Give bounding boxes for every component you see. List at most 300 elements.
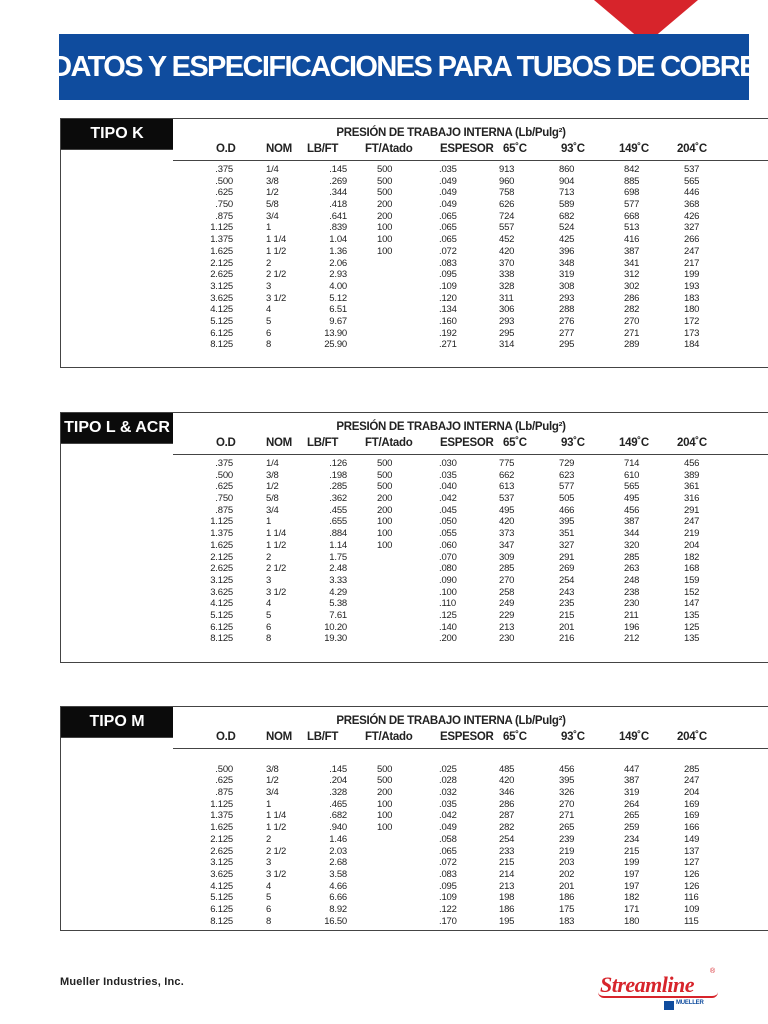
cell-od: 1.375 — [210, 528, 233, 540]
cell-temp-149: 196 — [624, 621, 640, 633]
cell-ft-atado: 100 — [377, 798, 393, 810]
cell-od: 1.125 — [210, 798, 233, 810]
cell-lb-ft: 10.20 — [324, 621, 347, 633]
cell-temp-204: 426 — [684, 210, 700, 222]
table-body — [61, 752, 768, 927]
cell-nom: 3/8 — [266, 469, 279, 481]
cell-od: 4.125 — [210, 304, 233, 316]
cell-espesor: .049 — [439, 175, 457, 187]
cell-temp-65: 373 — [499, 528, 515, 540]
cell-nom: 2 — [266, 551, 272, 563]
cell-temp-65: 420 — [499, 516, 515, 528]
cell-lb-ft: 3.33 — [329, 574, 347, 586]
column-header-row — [61, 731, 768, 747]
cell-nom: 2 1/2 — [266, 269, 287, 281]
cell-temp-204: 193 — [684, 280, 700, 292]
cell-temp-204: 291 — [684, 504, 700, 516]
cell-temp-149: 182 — [624, 892, 640, 904]
cell-temp-149: 199 — [624, 857, 640, 869]
cell-ft-atado: 100 — [377, 245, 393, 257]
cell-espesor: .110 — [439, 598, 456, 610]
cell-espesor: .109 — [439, 280, 457, 292]
cell-temp-65: 913 — [499, 164, 515, 175]
cell-temp-204: 389 — [684, 469, 700, 481]
cell-temp-93: 202 — [559, 868, 575, 880]
cell-temp-65: 311 — [499, 292, 514, 304]
cell-lb-ft: .328 — [329, 787, 347, 799]
column-header-temp-65: 65˚C — [503, 143, 527, 155]
cell-ft-atado: 500 — [377, 175, 393, 187]
table-row — [61, 752, 768, 764]
table-row — [61, 587, 768, 599]
cell-temp-149: 180 — [624, 915, 640, 927]
cell-temp-149: 387 — [624, 516, 640, 528]
column-header-lb-ft: LB/FT — [307, 143, 339, 155]
cell-temp-204: 137 — [684, 845, 700, 857]
cell-od: .625 — [215, 481, 233, 493]
cell-temp-149: 885 — [624, 175, 640, 187]
cell-temp-93: 425 — [559, 234, 575, 246]
cell-espesor: .055 — [439, 528, 457, 540]
cell-ft-atado: 100 — [377, 810, 393, 822]
cell-temp-204: 147 — [684, 598, 700, 610]
column-header-od: O.D — [216, 731, 236, 743]
cell-nom: 1/2 — [266, 481, 279, 493]
pressure-title: PRESIÓN DE TRABAJO INTERNA (Lb/Pulg²) — [336, 127, 566, 139]
cell-temp-93: 271 — [559, 810, 575, 822]
cell-temp-204: 456 — [684, 458, 700, 469]
column-header-row — [61, 143, 768, 159]
table-row — [61, 293, 768, 305]
cell-od: 3.125 — [210, 280, 233, 292]
cell-temp-65: 662 — [499, 469, 515, 481]
cell-nom: 3/4 — [266, 787, 279, 799]
table-body — [61, 458, 768, 645]
cell-lb-ft: 2.03 — [329, 845, 347, 857]
cell-temp-204: 115 — [684, 915, 699, 927]
column-header-ft-atado: FT/Atado — [365, 437, 413, 449]
cell-temp-149: 263 — [624, 563, 640, 575]
cell-nom: 1/4 — [266, 164, 279, 175]
cell-temp-93: 456 — [559, 763, 575, 775]
cell-nom: 1 1/2 — [266, 539, 287, 551]
column-header-lb-ft: LB/FT — [307, 437, 339, 449]
cell-nom: 4 — [266, 880, 272, 892]
cell-temp-149: 320 — [624, 539, 640, 551]
cell-od: 2.125 — [210, 833, 233, 845]
cell-od: .875 — [215, 787, 233, 799]
cell-temp-149: 215 — [624, 845, 640, 857]
cell-lb-ft: 1.36 — [329, 245, 347, 257]
cell-nom: 3/8 — [266, 175, 279, 187]
cell-od: 2.125 — [210, 257, 233, 269]
cell-temp-204: 109 — [684, 903, 700, 915]
cell-od: 6.125 — [210, 903, 233, 915]
cell-espesor: .170 — [439, 915, 457, 927]
cell-temp-93: 308 — [559, 280, 575, 292]
cell-lb-ft: .418 — [329, 199, 347, 211]
cell-temp-93: 396 — [559, 245, 575, 257]
cell-nom: 1/2 — [266, 775, 279, 787]
column-header-temp-93: 93˚C — [561, 143, 585, 155]
cell-espesor: .095 — [439, 269, 457, 281]
cell-espesor: .032 — [439, 787, 457, 799]
cell-temp-65: 286 — [499, 798, 515, 810]
cell-nom: 5/8 — [266, 493, 279, 505]
cell-espesor: .140 — [439, 621, 457, 633]
cell-temp-65: 309 — [499, 551, 515, 563]
cell-temp-65: 347 — [499, 539, 515, 551]
header-divider — [173, 454, 768, 455]
table-row — [61, 892, 768, 904]
cell-temp-204: 204 — [684, 787, 700, 799]
cell-espesor: .134 — [439, 304, 457, 316]
cell-espesor: .065 — [439, 210, 457, 222]
cell-temp-65: 293 — [499, 315, 515, 327]
table-row — [61, 234, 768, 246]
cell-lb-ft: .145 — [329, 164, 347, 175]
table-row — [61, 610, 768, 622]
cell-temp-65: 338 — [499, 269, 515, 281]
cell-espesor: .080 — [439, 563, 457, 575]
cell-lb-ft: 1.04 — [329, 234, 347, 246]
cell-espesor: .095 — [439, 880, 457, 892]
cell-nom: 3/4 — [266, 504, 279, 516]
cell-espesor: .122 — [439, 903, 457, 915]
cell-temp-65: 775 — [499, 458, 515, 469]
cell-espesor: .090 — [439, 574, 457, 586]
cell-temp-149: 264 — [624, 798, 640, 810]
cell-ft-atado: 500 — [377, 458, 393, 469]
table-row — [61, 563, 768, 575]
cell-temp-204: 135 — [684, 633, 700, 645]
cell-od: .500 — [215, 763, 233, 775]
cell-nom: 3 — [266, 280, 272, 292]
cell-temp-149: 447 — [624, 763, 640, 775]
column-header-espesor: ESPESOR — [440, 731, 494, 743]
cell-temp-93: 235 — [559, 598, 575, 610]
cell-temp-93: 589 — [559, 199, 575, 211]
cell-lb-ft: .362 — [329, 493, 347, 505]
cell-lb-ft: 6.66 — [329, 892, 347, 904]
cell-temp-65: 213 — [499, 880, 515, 892]
cell-temp-65: 287 — [499, 810, 515, 822]
cell-espesor: .083 — [439, 868, 457, 880]
table-row — [61, 916, 768, 928]
cell-ft-atado: 100 — [377, 528, 393, 540]
cell-lb-ft: .455 — [329, 504, 347, 516]
cell-temp-204: 184 — [684, 339, 700, 351]
table-row — [61, 258, 768, 270]
section-tipo-k — [60, 118, 768, 368]
cell-nom: 8 — [266, 339, 272, 351]
logo-swoosh-icon — [598, 992, 718, 998]
cell-temp-93: 288 — [559, 304, 575, 316]
cell-temp-149: 212 — [624, 633, 640, 645]
cell-espesor: .060 — [439, 539, 457, 551]
cell-temp-65: 452 — [499, 234, 515, 246]
section-label: TIPO L & ACR — [61, 413, 173, 443]
cell-temp-93: 265 — [559, 822, 575, 834]
cell-temp-93: 216 — [559, 633, 575, 645]
cell-nom: 5/8 — [266, 199, 279, 211]
cell-temp-93: 577 — [559, 481, 575, 493]
cell-od: .750 — [215, 199, 233, 211]
cell-espesor: .065 — [439, 222, 457, 234]
cell-temp-204: 316 — [684, 493, 700, 505]
cell-nom: 5 — [266, 609, 272, 621]
cell-od: 2.625 — [210, 269, 233, 281]
cell-temp-93: 326 — [559, 787, 575, 799]
cell-temp-93: 201 — [559, 880, 575, 892]
column-header-temp-65: 65˚C — [503, 437, 527, 449]
cell-od: 8.125 — [210, 915, 233, 927]
cell-lb-ft: 25.90 — [324, 339, 347, 351]
header-divider — [173, 160, 768, 161]
cell-od: 1.125 — [210, 222, 233, 234]
cell-nom: 1/4 — [266, 458, 279, 469]
cell-od: 8.125 — [210, 633, 233, 645]
column-header-od: O.D — [216, 437, 236, 449]
cell-temp-149: 456 — [624, 504, 640, 516]
cell-ft-atado: 200 — [377, 787, 393, 799]
cell-temp-65: 306 — [499, 304, 515, 316]
column-header-row — [61, 437, 768, 453]
cell-lb-ft: 3.58 — [329, 868, 347, 880]
cell-nom: 8 — [266, 633, 272, 645]
cell-od: 3.125 — [210, 574, 233, 586]
cell-temp-149: 302 — [624, 280, 640, 292]
cell-lb-ft: 13.90 — [324, 327, 347, 339]
table-row — [61, 211, 768, 223]
cell-temp-204: 247 — [684, 775, 700, 787]
cell-temp-149: 577 — [624, 199, 640, 211]
cell-temp-65: 626 — [499, 199, 515, 211]
cell-temp-93: 291 — [559, 551, 575, 563]
cell-temp-149: 495 — [624, 493, 640, 505]
cell-lb-ft: .884 — [329, 528, 347, 540]
logo-sub: MUELLER — [676, 1000, 704, 1006]
cell-ft-atado: 500 — [377, 469, 393, 481]
cell-temp-65: 229 — [499, 609, 515, 621]
section-label: TIPO M — [61, 707, 173, 737]
cell-temp-204: 285 — [684, 763, 700, 775]
cell-lb-ft: .285 — [329, 481, 347, 493]
cell-lb-ft: .198 — [329, 469, 347, 481]
cell-nom: 3 — [266, 574, 272, 586]
table-row — [61, 493, 768, 505]
cell-temp-93: 860 — [559, 164, 575, 175]
cell-temp-65: 495 — [499, 504, 515, 516]
cell-espesor: .070 — [439, 551, 457, 563]
cell-od: 5.125 — [210, 315, 233, 327]
table-row — [61, 810, 768, 822]
table-row — [61, 339, 768, 351]
table-row — [61, 304, 768, 316]
cell-temp-65: 282 — [499, 822, 515, 834]
column-header-temp-149: 149˚C — [619, 437, 649, 449]
column-header-temp-93: 93˚C — [561, 437, 585, 449]
cell-od: 1.375 — [210, 810, 233, 822]
cell-temp-149: 270 — [624, 315, 640, 327]
cell-temp-93: 348 — [559, 257, 575, 269]
table-row — [61, 834, 768, 846]
streamline-logo — [594, 968, 724, 1013]
cell-od: 1.125 — [210, 516, 233, 528]
cell-temp-149: 285 — [624, 551, 640, 563]
cell-temp-204: 126 — [684, 868, 700, 880]
table-row — [61, 764, 768, 776]
cell-ft-atado: 500 — [377, 763, 393, 775]
cell-od: 1.375 — [210, 234, 233, 246]
cell-lb-ft: .682 — [329, 810, 347, 822]
cell-temp-65: 254 — [499, 833, 515, 845]
cell-od: .625 — [215, 775, 233, 787]
cell-temp-149: 344 — [624, 528, 640, 540]
cell-nom: 1 1/4 — [266, 810, 287, 822]
cell-temp-204: 368 — [684, 199, 700, 211]
cell-od: 3.625 — [210, 586, 233, 598]
cell-od: 5.125 — [210, 609, 233, 621]
cell-lb-ft: 8.92 — [329, 903, 347, 915]
title-banner — [51, 34, 757, 100]
cell-temp-204: 152 — [684, 586, 700, 598]
table-row — [61, 481, 768, 493]
cell-nom: 6 — [266, 621, 272, 633]
cell-temp-65: 215 — [499, 857, 515, 869]
cell-nom: 1 1/4 — [266, 528, 287, 540]
cell-espesor: .271 — [439, 339, 457, 351]
cell-od: .875 — [215, 210, 233, 222]
cell-nom: 3 1/2 — [266, 292, 287, 304]
cell-temp-65: 420 — [499, 775, 515, 787]
cell-nom: 3/8 — [266, 763, 279, 775]
cell-temp-93: 466 — [559, 504, 575, 516]
cell-temp-93: 395 — [559, 775, 575, 787]
cell-lb-ft: .126 — [329, 458, 347, 469]
cell-od: 2.125 — [210, 551, 233, 563]
table-row — [61, 799, 768, 811]
cell-temp-93: 524 — [559, 222, 575, 234]
cell-lb-ft: 2.93 — [329, 269, 347, 281]
cell-temp-93: 175 — [559, 903, 575, 915]
cell-nom: 3/4 — [266, 210, 279, 222]
cell-temp-93: 186 — [559, 892, 575, 904]
column-header-ft-atado: FT/Atado — [365, 731, 413, 743]
cell-temp-204: 219 — [684, 528, 700, 540]
table-row — [61, 787, 768, 799]
cell-espesor: .083 — [439, 257, 457, 269]
cell-nom: 2 1/2 — [266, 845, 287, 857]
cell-temp-93: 327 — [559, 539, 575, 551]
cell-od: .750 — [215, 493, 233, 505]
cell-od: .625 — [215, 187, 233, 199]
cell-temp-204: 172 — [684, 315, 700, 327]
cell-nom: 1/2 — [266, 187, 279, 199]
cell-nom: 6 — [266, 327, 272, 339]
cell-ft-atado: 100 — [377, 234, 393, 246]
cell-nom: 4 — [266, 304, 272, 316]
cell-nom: 5 — [266, 315, 272, 327]
cell-nom: 3 1/2 — [266, 586, 287, 598]
cell-lb-ft: .344 — [329, 187, 347, 199]
cell-temp-204: 446 — [684, 187, 700, 199]
cell-lb-ft: .655 — [329, 516, 347, 528]
cell-lb-ft: 1.14 — [329, 539, 347, 551]
cell-temp-65: 249 — [499, 598, 515, 610]
cell-ft-atado: 200 — [377, 210, 393, 222]
table-row — [61, 598, 768, 610]
cell-temp-93: 623 — [559, 469, 575, 481]
company-name: Mueller Industries, Inc. — [60, 976, 184, 988]
pressure-title: PRESIÓN DE TRABAJO INTERNA (Lb/Pulg²) — [336, 421, 566, 433]
registered-mark: ® — [710, 968, 716, 975]
cell-temp-93: 201 — [559, 621, 575, 633]
cell-temp-204: 159 — [684, 574, 700, 586]
cell-temp-204: 537 — [684, 164, 700, 175]
column-header-espesor: ESPESOR — [440, 437, 494, 449]
cell-temp-65: 613 — [499, 481, 515, 493]
cell-nom: 8 — [266, 915, 272, 927]
column-header-ft-atado: FT/Atado — [365, 143, 413, 155]
cell-temp-149: 714 — [624, 458, 640, 469]
cell-lb-ft: .465 — [329, 798, 347, 810]
cell-espesor: .035 — [439, 469, 457, 481]
cell-temp-93: 395 — [559, 516, 575, 528]
cell-temp-204: 180 — [684, 304, 700, 316]
cell-espesor: .200 — [439, 633, 457, 645]
cell-temp-149: 211 — [624, 609, 639, 621]
cell-lb-ft: 1.75 — [329, 551, 347, 563]
table-row — [61, 633, 768, 645]
cell-ft-atado: 500 — [377, 187, 393, 199]
cell-temp-149: 234 — [624, 833, 640, 845]
cell-lb-ft: .940 — [329, 822, 347, 834]
table-row — [61, 246, 768, 258]
cell-lb-ft: .204 — [329, 775, 347, 787]
cell-od: .875 — [215, 504, 233, 516]
cell-temp-65: 758 — [499, 187, 515, 199]
cell-temp-204: 135 — [684, 609, 700, 621]
mueller-mark-icon — [664, 1001, 674, 1010]
cell-temp-65: 485 — [499, 763, 515, 775]
cell-temp-93: 682 — [559, 210, 575, 222]
cell-temp-149: 289 — [624, 339, 640, 351]
cell-temp-93: 713 — [559, 187, 575, 199]
cell-temp-149: 265 — [624, 810, 640, 822]
column-header-lb-ft: LB/FT — [307, 731, 339, 743]
cell-espesor: .109 — [439, 892, 457, 904]
cell-temp-65: 233 — [499, 845, 515, 857]
cell-temp-65: 328 — [499, 280, 515, 292]
column-header-temp-149: 149˚C — [619, 731, 649, 743]
cell-temp-204: 169 — [684, 810, 700, 822]
table-row — [61, 164, 768, 176]
column-header-temp-149: 149˚C — [619, 143, 649, 155]
column-header-temp-204: 204˚C — [677, 143, 707, 155]
cell-od: 2.625 — [210, 845, 233, 857]
cell-od: 1.625 — [210, 245, 233, 257]
cell-espesor: .049 — [439, 822, 457, 834]
cell-temp-149: 319 — [624, 787, 640, 799]
section-label: TIPO K — [61, 119, 173, 149]
cell-lb-ft: 9.67 — [329, 315, 347, 327]
cell-temp-204: 204 — [684, 539, 700, 551]
cell-temp-149: 668 — [624, 210, 640, 222]
column-header-temp-93: 93˚C — [561, 731, 585, 743]
table-row — [61, 575, 768, 587]
cell-temp-204: 168 — [684, 563, 700, 575]
